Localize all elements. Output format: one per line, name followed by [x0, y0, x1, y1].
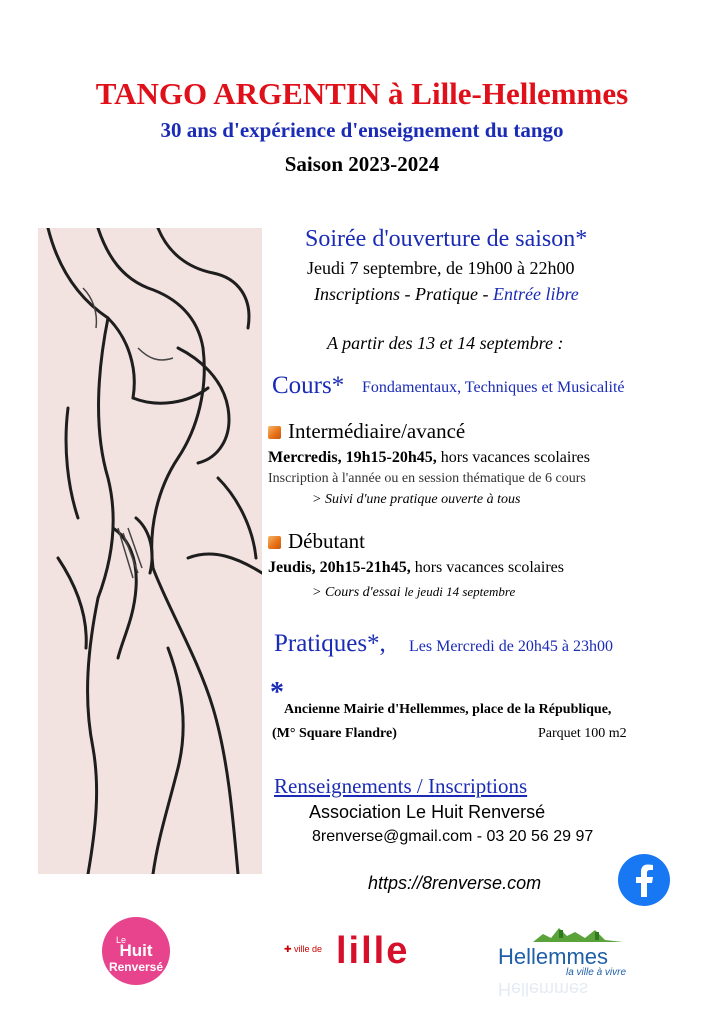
lille-wordmark: lille — [336, 930, 410, 972]
season-label: Saison 2023-2024 — [284, 152, 440, 176]
hellemmes-wordmark: Hellemmes — [498, 944, 609, 969]
level-intermediate-note: > Suivi d'une pratique ouverte à tous — [312, 492, 521, 507]
level-intermediate-name: Intermédiaire/avancé — [288, 419, 466, 443]
level-beginner-schedule — [268, 559, 564, 577]
level-beginner-period: hors vacances scolaires — [414, 559, 564, 576]
square-bullet-icon — [268, 426, 281, 439]
website-link[interactable]: https://8renverse.com — [368, 873, 542, 893]
huit-renverse-logo — [102, 917, 170, 985]
square-bullet-icon — [268, 536, 281, 549]
level-intermediate-subscription: Inscription à l'année ou en session thématique de 6 cours — [268, 471, 586, 486]
level-intermediate-day: Mercredis, — [268, 449, 342, 466]
lille-prefix: ✚ ville de — [284, 944, 323, 954]
contact-heading: Renseignements / Inscriptions — [274, 774, 528, 798]
contact-email-phone[interactable]: 8renverse@gmail.com - 03 20 56 29 97 — [312, 828, 594, 845]
hellemmes-skyline-icon — [493, 920, 643, 946]
huit-logo-mid: Huit — [119, 941, 153, 960]
trial-lesson-text: > Cours d'essai — [312, 585, 405, 600]
location-metro: (M° Square Flandre) — [272, 726, 397, 741]
tango-dancers-drawing — [38, 228, 262, 874]
dancers-line-art — [38, 228, 262, 874]
level-intermediate-schedule — [268, 449, 590, 467]
opening-evening-title: Soirée d'ouverture de saison* — [305, 226, 588, 252]
start-date-text: A partir des 13 et 14 septembre : — [327, 333, 564, 353]
opening-evening-date: Jeudi 7 septembre, de 19h00 à 22h00 — [307, 258, 575, 278]
level-intermediate-period: hors vacances scolaires — [440, 449, 590, 466]
level-beginner-day: Jeudis, — [268, 559, 316, 576]
opening-info-text: Inscriptions - Pratique - — [314, 284, 493, 304]
level-beginner-note — [312, 584, 515, 601]
level-intermediate-time: 19h15-20h45, — [345, 449, 437, 466]
level-beginner-name: Débutant — [288, 529, 365, 553]
ville-de-lille-logo — [284, 930, 408, 974]
level-beginner-time: 20h15-21h45, — [319, 559, 411, 576]
practice-description: Les Mercredi de 20h45 à 23h00 — [409, 638, 613, 655]
free-entry-text: Entrée libre — [492, 284, 579, 304]
poster-title: TANGO ARGENTIN à Lille-Hellemmes — [95, 76, 629, 111]
hellemmes-tagline: la ville à vivre — [566, 967, 627, 978]
practice-label: Pratiques*, — [274, 630, 386, 657]
huit-logo-top: Le — [116, 935, 127, 945]
huit-logo-bottom: Renversé — [108, 960, 164, 974]
opening-evening-info — [314, 284, 579, 305]
location-floor: Parquet 100 m2 — [538, 726, 627, 741]
location-asterisk: * — [270, 677, 284, 708]
poster-subtitle: 30 ans d'expérience d'enseignement du tango — [160, 118, 564, 142]
courses-label: Cours* — [272, 372, 345, 399]
location-address: Ancienne Mairie d'Hellemmes, place de la République, — [284, 702, 612, 717]
courses-description: Fondamentaux, Techniques et Musicalité — [362, 379, 625, 396]
association-name: Association Le Huit Renversé — [309, 802, 546, 822]
hellemmes-logo — [493, 920, 643, 999]
facebook-icon[interactable] — [617, 853, 671, 907]
hellemmes-reflection: Hellemmes — [498, 979, 589, 999]
trial-lesson-date: le jeudi 14 septembre — [404, 584, 516, 599]
